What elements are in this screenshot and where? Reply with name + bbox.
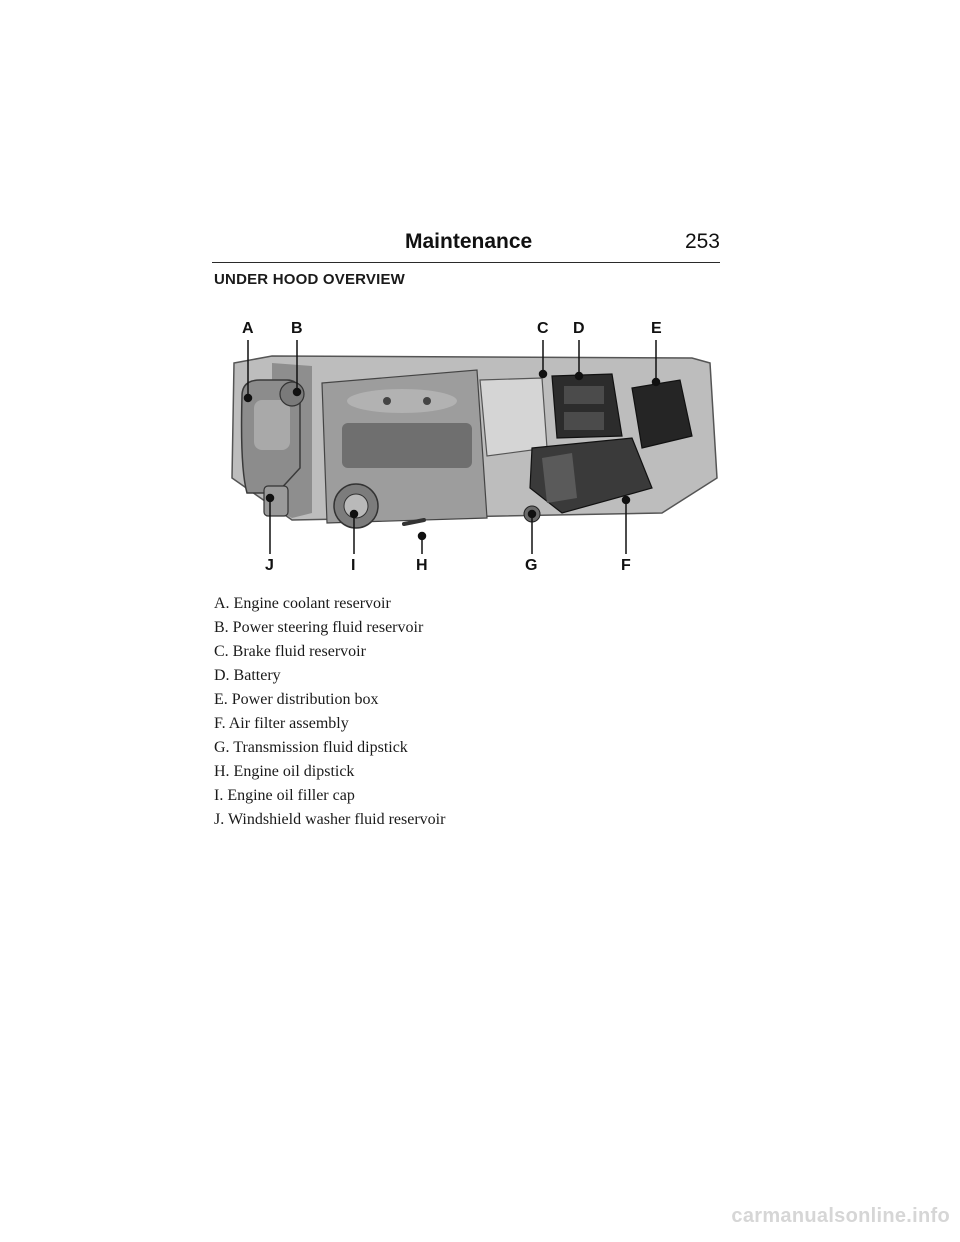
- watermark-text: carmanualsonline.info: [731, 1205, 950, 1227]
- page-header: [212, 228, 720, 263]
- legend-item: J. Windshield washer fluid reservoir: [214, 811, 446, 828]
- legend-item: I. Engine oil filler cap: [214, 787, 355, 804]
- legend-item: A. Engine coolant reservoir: [214, 595, 391, 612]
- legend-item: F. Air filter assembly: [214, 715, 349, 732]
- callout-e: E: [651, 320, 662, 337]
- callout-a: A: [242, 320, 254, 337]
- page-title: UNDER HOOD OVERVIEW: [214, 271, 406, 288]
- callout-h: H: [416, 557, 428, 574]
- legend-item: G. Transmission fluid dipstick: [214, 739, 408, 756]
- legend-item: E. Power distribution box: [214, 691, 379, 708]
- callout-g: G: [525, 557, 538, 574]
- section-title: Maintenance: [405, 230, 533, 253]
- component-legend: [214, 592, 445, 832]
- callout-c: C: [537, 320, 549, 337]
- legend-item: C. Brake fluid reservoir: [214, 643, 366, 660]
- callout-b: B: [291, 320, 303, 337]
- callout-j: J: [265, 557, 274, 574]
- callout-d: D: [573, 320, 585, 337]
- page-number: 253: [684, 230, 720, 253]
- legend-item: H. Engine oil dipstick: [214, 763, 355, 780]
- callout-i: I: [351, 557, 356, 574]
- engine-bay-illustration: [212, 308, 722, 580]
- legend-item: D. Battery: [214, 667, 281, 684]
- callout-f: F: [621, 557, 631, 574]
- legend-item: B. Power steering fluid reservoir: [214, 619, 424, 636]
- engine-bay-figure: [212, 308, 722, 580]
